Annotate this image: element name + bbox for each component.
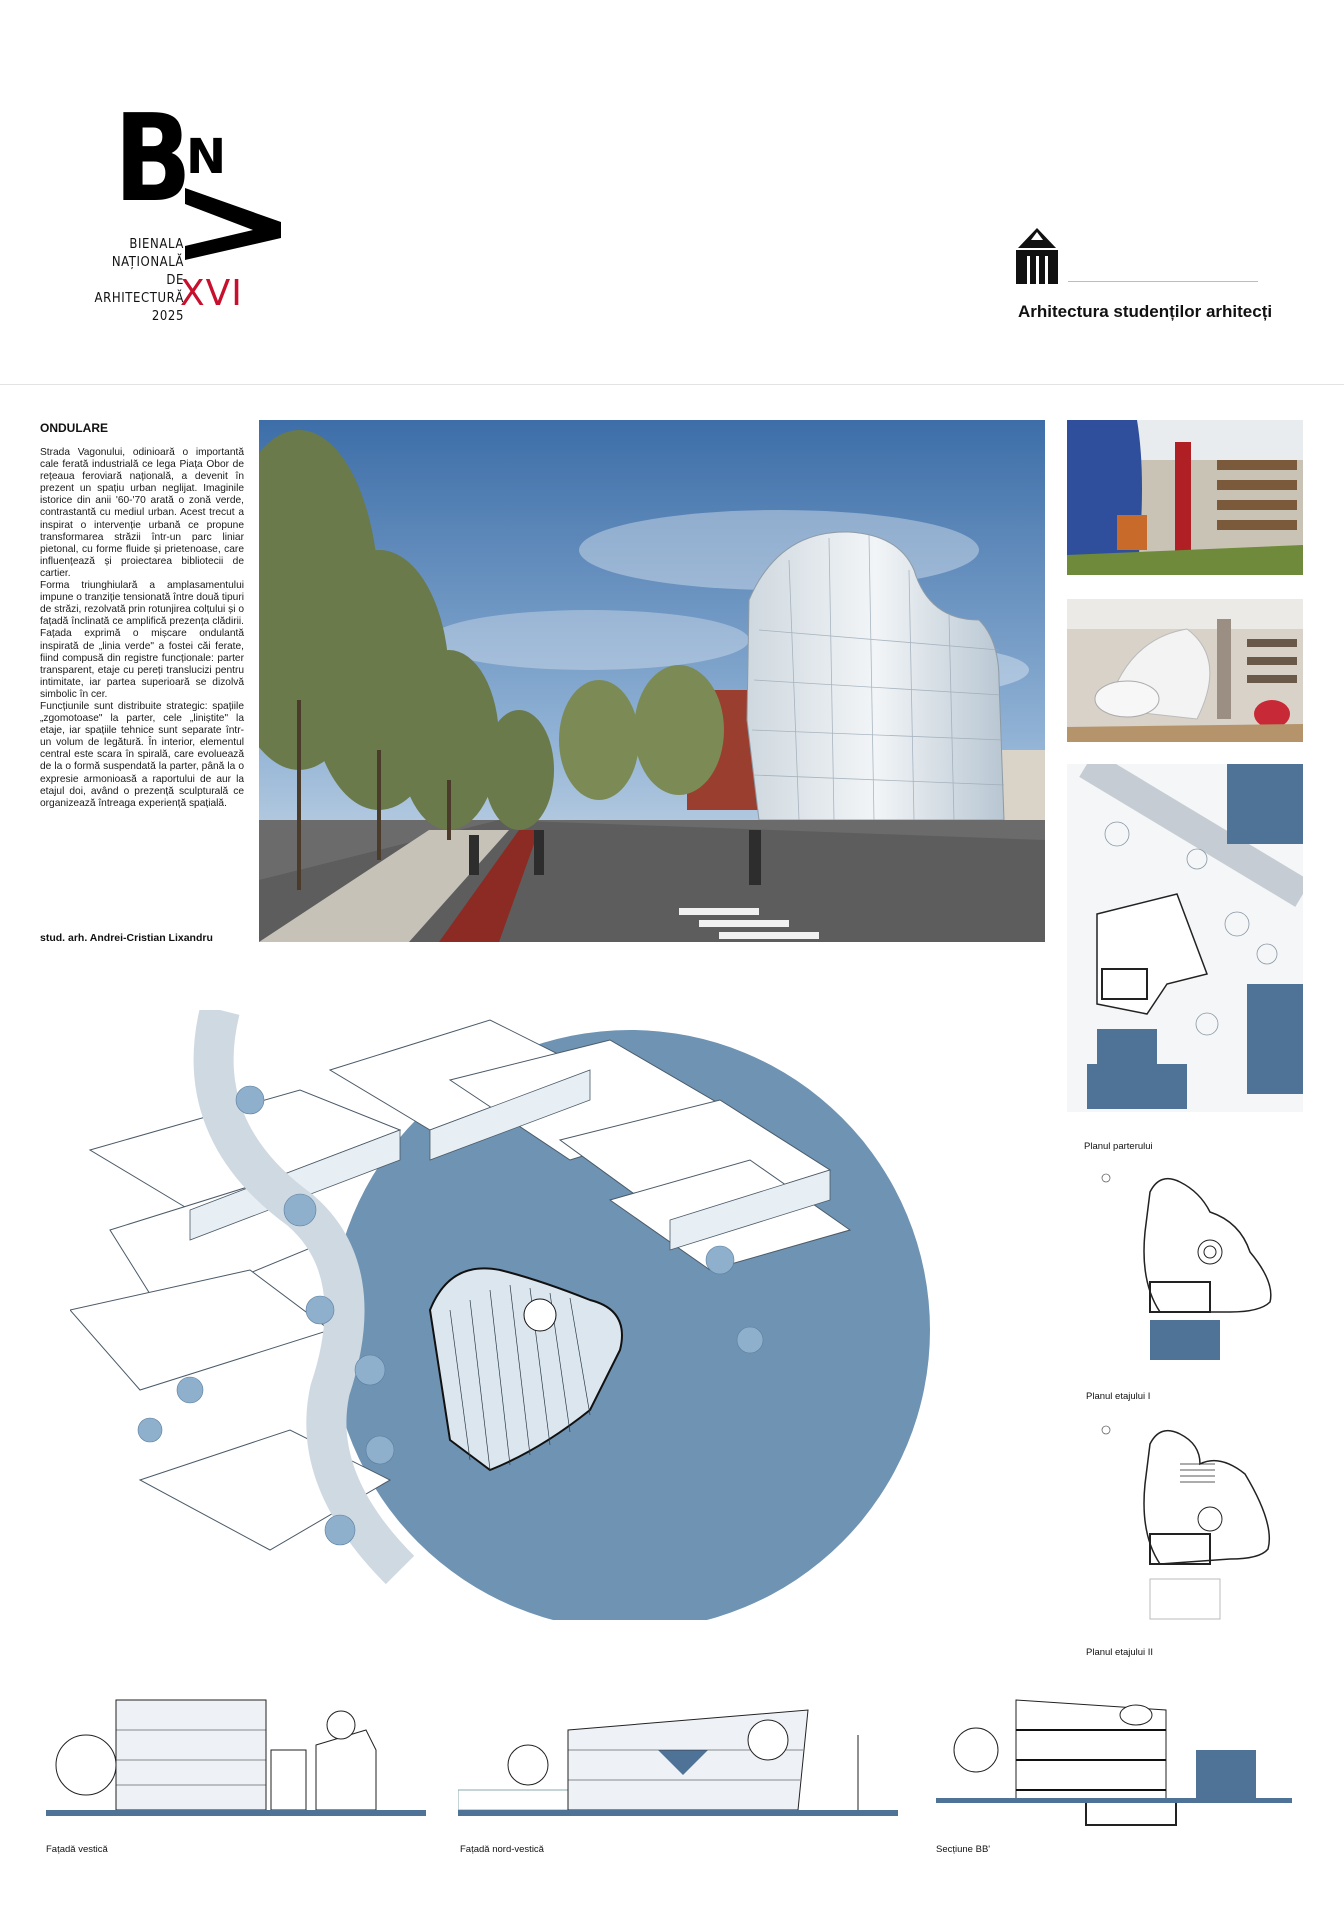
logo-edition: XVI [180, 273, 243, 314]
author-credit: stud. arh. Andrei-Cristian Lixandru [40, 932, 213, 944]
site-axonometric [70, 1010, 1060, 1620]
logo-word: DE [166, 273, 184, 288]
logo-word: 2025 [151, 309, 184, 324]
pencil-icon [1012, 226, 1062, 286]
section-bb [936, 1690, 1292, 1830]
tagline-block [1012, 226, 1312, 346]
caption-west-elevation: Fațadă vestică [46, 1844, 108, 1855]
northwest-elevation [458, 1690, 898, 1830]
caption-section: Secțiune BB' [936, 1844, 991, 1855]
interior-render-stair [1067, 599, 1303, 742]
description-paragraph: Strada Vagonului, odinioară o importantă cale ferată industrială ce lega Piața Obor de rețeaua feroviară națională, a devenit în prezent un spațiu urban neglijat. Imaginile istorice din anii '60-'70 arată o zonă verde, contrastantă cu mediul urban. Acest trecut a inspirat o intervenție urbană ce propune transformarea străzii într-un parc liniar pietonal, cu forme fluide și prietenoase, care influențează și proiectarea bibliotecii de cartier. [40, 447, 244, 579]
interior-render-reading [1067, 420, 1303, 575]
project-description [40, 447, 244, 810]
logo-wordmark [88, 236, 184, 326]
caption-ground-plan: Planul parterului [1084, 1141, 1153, 1152]
description-paragraph: Forma triunghiulară a amplasamentului impune o tranziție tensionată între două tipuri de străzi, rezolvată prin rotunjirea colțului și o fațadă înclinată ce amplifică prezența clădirii. Fațada exprimă o mișcare ondulantă inspirată de „linia verde" a fostei căi ferate, fiind compusă din registre funcționale: parter transparent, etaje cu pereți translucizi pentru intimitate, iar partea superioară se dizolvă simbolic în cer. [40, 580, 244, 700]
project-title: ONDULARE [40, 421, 108, 435]
tagline: Arhitectura studenților arhitecți [1018, 302, 1273, 321]
logo-word: NAȚIONALĂ [111, 255, 184, 270]
ground-floor-plan [1067, 764, 1303, 1112]
caption-northwest-elevation: Fațadă nord-vestică [460, 1844, 544, 1855]
caption-second-floor-plan: Planul etajului II [1086, 1647, 1154, 1658]
bna-logo [88, 90, 298, 350]
tagline-rule [1068, 281, 1258, 282]
page-header [0, 0, 1344, 385]
logo-letter-a-graphic [183, 180, 283, 260]
exterior-render [259, 420, 1045, 942]
first-floor-plan [1100, 1172, 1290, 1380]
caption-first-floor-plan: Planul etajului I [1086, 1391, 1151, 1402]
logo-word: BIENALA [129, 237, 184, 252]
second-floor-plan [1100, 1424, 1290, 1638]
logo-word: ARHITECTURĂ [94, 291, 184, 306]
west-elevation [46, 1690, 426, 1830]
logo-letter-n: N [186, 129, 227, 185]
description-paragraph: Funcțiunile sunt distribuite strategic: spațiile „zgomotoase" la parter, cele „liniștite" la etaje, iar spațiile tehnice sunt separate într-un volum de legătură. În interior, elementul central este scara în spirală, care evoluează de la o formă suspendată la parter, până la o expresie armonioasă a raportului de aur la etajul doi, având o prezență sculpturală ce organizează întreaga experiență spațială. [40, 700, 244, 809]
logo-letter-b: B [114, 90, 189, 229]
